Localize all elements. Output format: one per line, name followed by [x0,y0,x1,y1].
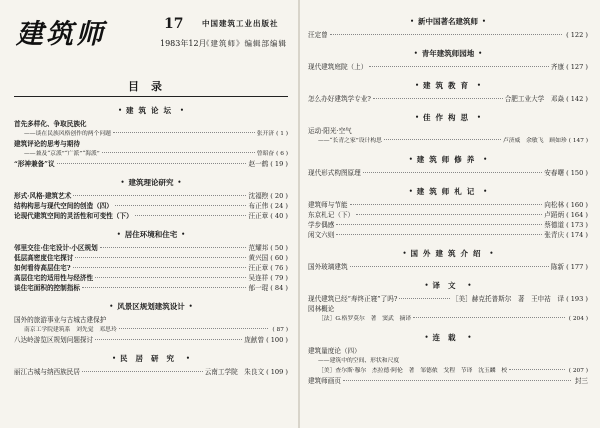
dot-leader [115,205,247,206]
dot-leader [509,369,565,370]
section-heading [308,154,588,165]
section-heading [14,229,288,240]
entry-page: 封三 [574,377,588,385]
section-title: 建筑师札记 [416,187,480,196]
toc-entry [14,201,288,211]
entry-page: ( 50 ) [270,244,288,252]
entry-title: ——兼及“京派”“广派”“海派” [24,151,100,157]
entry-title: ［美］查尔斯·穆尔 杰拉德·阿伦 著 邹德侬 戈程 节译 沈玉麟 校 [318,368,508,374]
dot-leader [363,172,543,173]
entry-author: 汪正章 [248,212,269,220]
section-title: 建筑论坛 [126,106,176,115]
entry-title: 建筑师画页 [308,377,341,385]
section-heading [308,112,588,123]
section-heading [14,301,288,312]
entry-page: ( 76 ) [270,264,288,272]
bullet-dot: • [188,303,193,310]
entry-author: 赵一鹤 [248,160,269,168]
entry-title: 学步偶感 [308,221,335,229]
section-title: 居住环境和住宅 [124,230,178,239]
toc-entry [14,243,288,253]
bullet-dot: • [413,50,418,57]
toc-entry [308,30,588,40]
toc-title: 目录 [128,80,174,93]
bullet-dot: • [424,282,429,289]
toc-entry [14,283,288,293]
entry-page: ( 79 ) [270,274,288,282]
issue-date: 1983年12月 [160,39,207,48]
section-title: 佳作构思 [423,113,473,122]
magazine-logo: 建筑师 [16,19,106,50]
section-heading [308,186,588,197]
dot-leader [57,163,247,164]
dot-leader [73,267,247,268]
entry-title: 建筑量度论（四） [308,347,361,355]
dot-leader [119,328,269,329]
entry-page: ( 142 ) [566,95,588,103]
entry-title: 高层住宅的适用性与经济性 [14,274,94,282]
entry-title: 现代建筑庭院（上） [308,63,368,71]
entry-page: ( 193 ) [566,295,588,303]
toc-entry [308,262,588,272]
bullet-dot: • [410,18,414,25]
entry-title: 丽江古城与纳西族民居 [14,368,80,376]
entry-title: 结构构思与现代空间的创造（四） [14,202,113,210]
toc-entry [14,335,288,345]
entry-author: 郁一琨 [248,284,269,292]
dot-leader [82,287,247,288]
section-title: 建筑师修养 [416,155,480,164]
entry-author: 张青庆 [544,231,565,239]
bullet-dot: • [186,355,190,362]
toc-entry [308,210,588,220]
section-heading [308,248,588,259]
section-heading [14,177,288,188]
entry-author: 布正伟 [248,202,269,210]
section-title: 风景区规划建筑设计 [117,302,185,311]
dot-leader [73,195,246,196]
entry-title: 东京札记（下） [308,211,355,219]
bullet-dot: • [467,334,472,341]
editor-credit: 《建筑师》编辑部编辑 [202,39,287,48]
bullet-dot: • [402,250,407,257]
toc-entry [14,159,288,169]
section-title: 连载 [432,333,464,342]
toc-entry [308,346,588,356]
toc-entry [14,211,288,221]
issue-number: 17 [164,16,184,32]
entry-author: 安春曙 [544,169,565,177]
section-heading [14,353,288,364]
bullet-dot: • [483,156,488,163]
dot-leader [369,66,549,67]
entry-title: 南京工学院建筑系 刘先觉 邓思玲 [24,327,117,333]
entry-author: 吴连祥 [248,274,269,282]
entry-page: ( 19 ) [270,160,288,168]
toc-entry [308,94,588,104]
toc-entry [308,356,588,366]
entry-page: ( 160 ) [566,201,588,209]
entry-author: 张开济 [256,131,275,137]
entry-author: 陈新 [550,263,565,271]
entry-title: 汪定曾 [308,31,328,39]
dot-leader [102,152,255,153]
entry-title: 首先多样化、争取民族化 [14,120,87,128]
section-heading [308,80,588,91]
bullet-dot: • [120,179,125,186]
entry-author: 蔡德道 [544,221,565,229]
bullet-dot: • [489,250,494,257]
entry-author: 沈福煦 [248,192,269,200]
entry-page: ( 24 ) [270,202,288,210]
toc-entry [308,294,588,304]
section-title: 建筑理论研究 [128,178,174,187]
dot-leader [330,34,562,35]
toc-entry [14,191,288,201]
toc-entry [308,366,588,376]
toc-left-column [14,105,288,377]
entry-page: ( 207 ) [568,368,588,374]
bullet-dot: • [424,334,429,341]
dot-leader [350,204,543,205]
entry-title: ——“长青之家”设计构思 [318,138,382,144]
entry-page: ( 127 ) [566,63,588,71]
entry-title: 运动·阳光·空气 [308,127,352,135]
section-heading [14,105,288,116]
dot-leader [336,224,542,225]
section-title: 国外建筑介绍 [410,249,486,258]
section-title: 新中国著名建筑师 [418,17,478,26]
entry-title: 邻里交往·住宅设计·小区规划 [14,244,98,252]
masthead [14,6,288,66]
entry-author: 卢济威 余敏飞 顾如珍 [502,138,567,144]
entry-page: ( 20 ) [270,192,288,200]
dot-leader [384,139,501,140]
entry-author: 汪正章 [248,264,269,272]
toc-divider [14,96,288,97]
bullet-dot: • [181,231,186,238]
toc-entry [308,376,588,386]
toc-entry [308,304,588,314]
toc-entry [14,149,288,159]
entry-title: ［法］G.格罗莫尔 著 窦武 摘译 [318,316,412,322]
toc-entry [308,314,588,324]
entry-page: ( 40 ) [270,212,288,220]
toc-entry [14,253,288,263]
bullet-dot: • [408,156,413,163]
left-page [0,0,298,428]
entry-title: 建筑评论的思考与期待 [14,140,80,148]
bullet-dot: • [118,107,122,114]
bullet-dot: • [180,107,184,114]
entry-author: ［美］赫克托普斯尔 著 王申祜 译 [451,295,565,303]
toc-right-column [308,16,588,386]
entry-title: 八达岭游览区规划问题探讨 [14,336,94,344]
dot-leader [135,215,247,216]
entry-page: ( 204 ) [568,316,588,322]
toc-entry [14,139,288,149]
bullet-dot: • [478,50,483,57]
bullet-dot: • [415,82,419,89]
dot-leader [373,98,503,99]
toc-entry [308,230,588,240]
entry-title: 闲文六则 [308,231,335,239]
entry-title: 现代形式构图原理 [308,169,361,177]
entry-title: 低层高密度住宅探讨 [14,254,74,262]
toc-entry [14,315,288,325]
bullet-dot: • [177,179,182,186]
dot-leader [350,266,549,267]
toc-entry [14,119,288,129]
entry-title: 如何看待高层住宅? [14,264,71,272]
right-page [300,0,600,428]
bullet-dot: • [483,188,488,195]
toc-entry [14,367,288,377]
entry-page: ( 122 ) [566,31,588,39]
section-title: 建筑教育 [423,81,473,90]
section-heading [308,280,588,291]
section-heading [308,48,588,59]
entry-title: 国外玻璃建筑 [308,263,348,271]
dot-leader [95,277,246,278]
entry-page: ( 60 ) [270,254,288,262]
entry-title: 怎么办好建筑学专业? [308,95,371,103]
dot-leader [82,371,203,372]
entry-page: ( 177 ) [566,263,588,271]
entry-author: 云南工学院 朱良文 [204,368,265,376]
entry-author: 合肥工业大学 邓焱 [504,95,565,103]
section-heading [308,332,588,343]
entry-page: ( 1 ) [276,131,288,137]
entry-page: ( 84 ) [270,284,288,292]
dot-leader [100,247,247,248]
toc-entry [14,273,288,283]
entry-author: 齐康 [550,63,565,71]
entry-page: ( 150 ) [566,169,588,177]
bullet-dot: • [415,114,419,121]
toc-entry [308,62,588,72]
entry-page: ( 147 ) [568,138,588,144]
toc-entry [308,126,588,136]
dot-leader [113,132,255,133]
entry-page: ( 109 ) [266,368,288,376]
section-title: 译文 [432,281,464,290]
entry-page: ( 173 ) [566,221,588,229]
bullet-dot: • [109,303,114,310]
entry-author: 庞献曾 [244,336,265,344]
dot-leader [399,298,450,299]
toc-entry [308,200,588,210]
entry-title: 建筑师与节能 [308,201,348,209]
toc-entry [308,168,588,178]
entry-page: ( 100 ) [266,336,288,344]
section-title: 民居研究 [120,354,182,363]
toc-entry [14,325,288,335]
entry-page: ( 87 ) [272,327,288,333]
dot-leader [95,339,242,340]
entry-page: ( 174 ) [566,231,588,239]
entry-page: ( 164 ) [566,211,588,219]
entry-author: 曾昭奋 [256,151,275,157]
bullet-dot: • [408,188,413,195]
toc-entry [14,129,288,139]
toc-entry [14,263,288,273]
dot-leader [343,380,571,381]
dot-leader [356,214,542,215]
bullet-dot: • [467,282,472,289]
bullet-dot: • [477,82,481,89]
entry-title: ——谈在民族风格创作的两个问题 [24,131,111,137]
toc-entry [308,136,588,146]
bullet-dot: • [116,231,121,238]
entry-author: 黄兴国 [248,254,269,262]
entry-title: 国外的旅游事业与古城古建保护 [14,316,107,324]
entry-page: ( 6 ) [276,151,288,157]
entry-author: 卢蹈炳 [544,211,565,219]
entry-title: “形神兼备”议 [14,160,55,168]
bullet-dot: • [112,355,116,362]
entry-title: 谈住宅面积的控制指标 [14,284,80,292]
entry-author: 范耀邦 [248,244,269,252]
toc-entry [308,220,588,230]
dot-leader [336,234,542,235]
bullet-dot: • [482,18,486,25]
entry-title: 论现代建筑空间的灵活性和可变性（下） [14,212,133,220]
section-heading [308,16,588,27]
entry-title: 园林概论 [308,305,335,313]
entry-title: 形式·风格·建筑艺术 [14,192,72,200]
section-title: 青年建筑师园地 [421,49,475,58]
dot-leader [75,257,246,258]
publisher-name: 中国建筑工业出版社 [202,19,279,28]
entry-author: 向松林 [544,201,565,209]
dot-leader [413,317,564,318]
entry-title: 现代建筑已经“寿终正寝”了吗? [308,295,398,303]
entry-title: ——建筑中的空间、形状和尺度 [318,358,400,364]
bullet-dot: • [477,114,481,121]
